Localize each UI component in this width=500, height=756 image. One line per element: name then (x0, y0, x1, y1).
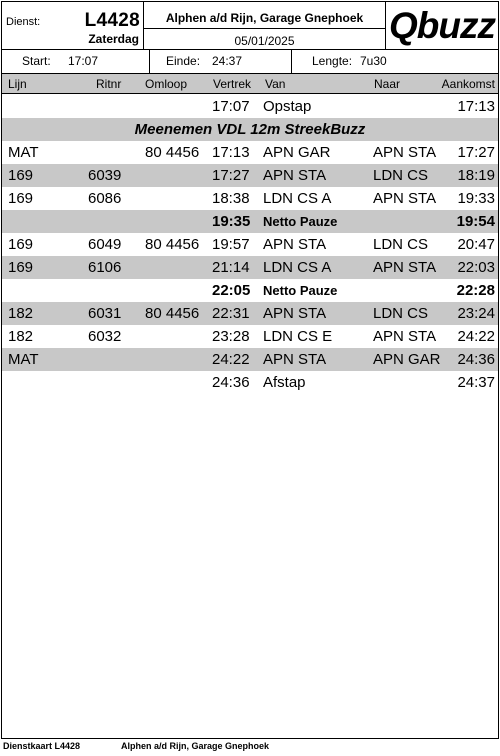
col-vertrek: Vertrek (213, 77, 252, 91)
cell-naar: LDN CS (373, 236, 429, 253)
einde-label: Einde: (166, 54, 201, 68)
card-header (2, 2, 498, 50)
pause-start: 19:35 (212, 213, 251, 230)
cell-ritnr: 6106 (88, 259, 122, 276)
cell-van: APN STA (263, 305, 327, 322)
vehicle-note: Meenemen VDL 12m StreekBuzz (134, 121, 366, 138)
cell-van: APN STA (263, 236, 327, 253)
cell-vertrek: 19:57 (212, 236, 250, 253)
footer-location: Alphen a/d Rijn, Garage Gnephoek (121, 741, 270, 751)
cell-aankomst: 19:33 (457, 190, 495, 207)
cell-lijn: 182 (8, 305, 34, 322)
col-lijn: Lijn (8, 77, 27, 91)
trip-row (2, 164, 498, 187)
cell-van: LDN CS E (263, 328, 333, 345)
pause-row (2, 210, 498, 233)
cell-vertrek: 22:31 (212, 305, 250, 322)
cell-naar: APN STA (373, 190, 437, 207)
cell-naar: APN STA (373, 259, 437, 276)
cell-ritnr: 6086 (88, 190, 122, 207)
qbuzz-logo: Qbuzz (389, 5, 495, 46)
cell-naar: LDN CS (373, 167, 429, 184)
col-ritnr: Ritnr (96, 77, 122, 91)
trip-row (2, 95, 498, 118)
cell-lijn: 169 (8, 236, 34, 253)
col-aankomst: Aankomst (441, 77, 495, 91)
start-cell (2, 50, 150, 73)
einde-value: 24:37 (212, 54, 243, 68)
trip-row (2, 233, 498, 256)
cell-naar: APN GAR (373, 351, 441, 368)
cell-lijn: MAT (8, 351, 39, 368)
cell-vertrek: 21:14 (212, 259, 250, 276)
pause-end: 19:54 (456, 213, 495, 230)
cell-aankomst: 24:36 (457, 351, 495, 368)
cell-naar: APN STA (373, 144, 437, 161)
trip-row (2, 187, 498, 210)
pause-label: Netto Pauze (263, 283, 338, 298)
pause-row (2, 279, 498, 302)
cell-van: APN STA (263, 167, 327, 184)
cell-vertrek: 24:36 (212, 374, 250, 391)
cell-vertrek: 24:22 (212, 351, 250, 368)
pause-end: 22:28 (456, 282, 495, 299)
location-divider (144, 28, 385, 29)
cell-aankomst: 22:03 (457, 259, 495, 276)
cell-van: Afstap (263, 374, 306, 391)
cell-aankomst: 24:22 (457, 328, 495, 345)
location-cell (144, 2, 386, 50)
start-value: 17:07 (68, 54, 99, 68)
col-omloop: Omloop (145, 77, 188, 91)
cell-naar: LDN CS (373, 305, 429, 322)
cell-van: Opstap (263, 98, 312, 115)
pause-label: Netto Pauze (263, 214, 338, 229)
cell-van: APN GAR (263, 144, 331, 161)
times-row (2, 50, 498, 74)
trip-list (2, 95, 498, 394)
cell-ritnr: 6049 (88, 236, 122, 253)
trip-row (2, 141, 498, 164)
cell-ritnr: 6031 (88, 305, 122, 322)
trip-row (2, 348, 498, 371)
footer-dienstkaart: Dienstkaart L4428 (3, 741, 81, 751)
cell-aankomst: 23:24 (457, 305, 495, 322)
cell-ritnr: 6039 (88, 167, 122, 184)
card-footer (3, 741, 497, 755)
dienst-day: Zaterdag (88, 32, 139, 46)
start-label: Start: (22, 54, 51, 68)
col-naar: Naar (374, 77, 401, 91)
cell-omloop: 80 4456 (145, 305, 200, 322)
trip-row (2, 302, 498, 325)
service-date: 05/01/2025 (234, 34, 295, 48)
vehicle-note-row (2, 118, 498, 141)
dienst-number: L4428 (84, 10, 140, 31)
einde-cell (150, 50, 292, 73)
cell-aankomst: 20:47 (457, 236, 495, 253)
trip-row (2, 371, 498, 394)
cell-van: LDN CS A (263, 190, 332, 207)
column-header (2, 74, 498, 94)
lengte-cell (292, 50, 498, 73)
cell-lijn: 182 (8, 328, 34, 345)
lengte-value: 7u30 (360, 54, 387, 68)
cell-omloop: 80 4456 (145, 144, 200, 161)
cell-vertrek: 23:28 (212, 328, 250, 345)
service-card (1, 1, 499, 739)
cell-aankomst: 18:19 (457, 167, 495, 184)
cell-van: LDN CS A (263, 259, 332, 276)
dienst-label: Dienst: (6, 16, 41, 28)
logo-cell (386, 2, 498, 50)
dienst-cell (2, 2, 144, 50)
cell-van: APN STA (263, 351, 327, 368)
cell-naar: APN STA (373, 328, 437, 345)
cell-vertrek: 17:07 (212, 98, 250, 115)
cell-lijn: 169 (8, 259, 34, 276)
cell-aankomst: 17:13 (457, 98, 495, 115)
col-van: Van (265, 77, 286, 91)
lengte-label: Lengte: (312, 54, 353, 68)
pause-start: 22:05 (212, 282, 251, 299)
cell-aankomst: 24:37 (457, 374, 495, 391)
cell-omloop: 80 4456 (145, 236, 200, 253)
trip-row (2, 256, 498, 279)
cell-ritnr: 6032 (88, 328, 122, 345)
cell-lijn: 169 (8, 167, 34, 184)
location-name: Alphen a/d Rijn, Garage Gnephoek (165, 11, 364, 25)
cell-vertrek: 17:13 (212, 144, 250, 161)
cell-vertrek: 18:38 (212, 190, 250, 207)
cell-lijn: 169 (8, 190, 34, 207)
cell-lijn: MAT (8, 144, 39, 161)
trip-row (2, 325, 498, 348)
cell-aankomst: 17:27 (457, 144, 495, 161)
cell-vertrek: 17:27 (212, 167, 250, 184)
